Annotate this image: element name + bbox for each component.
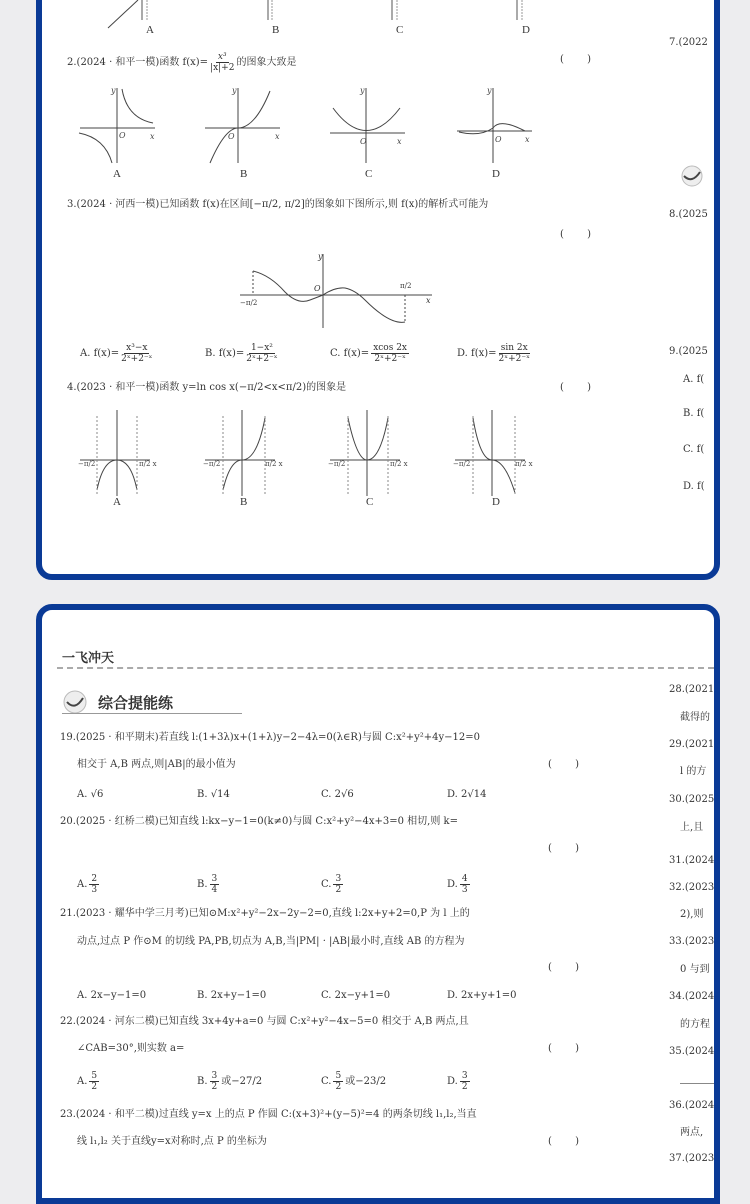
answer-paren: ( ) bbox=[560, 54, 591, 65]
answer-paren: ( ) bbox=[560, 229, 591, 240]
svg-text:−π/2: −π/2 bbox=[328, 460, 346, 468]
section-badge-icon bbox=[676, 164, 716, 188]
q3-option-b: B. f(x)= $\frac{\text{1−x²}}{\text{2ˣ+2⁻ˣ}}$ bbox=[205, 343, 278, 364]
svg-text:y: y bbox=[487, 86, 492, 95]
q9-fragment: 9.(2025 bbox=[669, 346, 708, 357]
answer-paren: ( ) bbox=[548, 962, 579, 973]
fragment: l 的方 bbox=[680, 766, 707, 777]
choice-label: D bbox=[492, 168, 500, 180]
choice-label: C bbox=[366, 496, 374, 508]
section-underline bbox=[62, 713, 242, 714]
q21-option: A. 2x−y−1=0 bbox=[77, 990, 147, 1001]
q22-option: D. $\frac{3}{2}$ bbox=[447, 1071, 468, 1092]
answer-line bbox=[680, 1083, 714, 1084]
svg-text:−π/2: −π/2 bbox=[453, 460, 471, 468]
q19-stem: 19.(2025 · 和平期末)若直线 l:(1+3λ)x+(1+λ)y−2−4λ=0(λ∈R)与圆 C:x²+y²+4y−12=0 bbox=[60, 732, 480, 743]
q22-option: A. $\frac{5}{2}$ bbox=[77, 1071, 98, 1092]
header-divider bbox=[57, 667, 714, 669]
q21-option: C. 2x−y+1=0 bbox=[321, 990, 391, 1001]
q4-option-graphs bbox=[75, 408, 575, 498]
choice-label: A bbox=[113, 496, 121, 508]
q22-stem: 22.(2024 · 河东二模)已知直线 3x+4y+a=0 与圆 C:x²+y²−4x−5=0 相交于 A,B 两点,且 bbox=[60, 1016, 469, 1027]
q21-stem: 动点,过点 P 作⊙M 的切线 PA,PB,切点为 A,B,当|PM| · |AB|最小时,直线 AB 的方程为 bbox=[77, 936, 465, 947]
svg-text:y: y bbox=[360, 86, 365, 95]
q20-option: D. $\frac{4}{3}$ bbox=[447, 874, 468, 895]
q2-option-graphs bbox=[75, 83, 635, 168]
fragment: 0 与到 bbox=[680, 964, 710, 975]
svg-text:x: x bbox=[525, 135, 530, 144]
answer-paren: ( ) bbox=[548, 1136, 579, 1147]
q9-option: C. f( bbox=[683, 444, 705, 455]
q22-option: C. $\frac{5}{2}$ 或−23/2 bbox=[321, 1071, 387, 1092]
q2-stem: 2.(2024 · 和平一模)函数 f(x)= $\frac{\text{x³}}{|x|+2}$ 的图象大致是 bbox=[67, 52, 297, 73]
fragment: 37.(2023 bbox=[669, 1153, 715, 1164]
q20-option: A. $\frac{2}{3}$ bbox=[77, 874, 98, 895]
q21-stem: 21.(2023 · 耀华中学三月考)已知⊙M:x²+y²−2x−2y−2=0,直线 l:2x+y+2=0,P 为 l 上的 bbox=[60, 908, 470, 919]
q19-option: D. 2√14 bbox=[447, 789, 487, 800]
answer-paren: ( ) bbox=[548, 759, 579, 770]
answer-paren: ( ) bbox=[548, 843, 579, 854]
q19-option: A. √6 bbox=[77, 789, 104, 800]
choice-label: B bbox=[240, 168, 248, 180]
fragment: 31.(2024 bbox=[669, 855, 715, 866]
q3-option-d: D. f(x)= $\frac{\sin 2x}{\text{2ˣ+2⁻ˣ}}$ bbox=[457, 343, 530, 364]
choice-label: A bbox=[146, 24, 154, 36]
svg-text:π/2 x: π/2 x bbox=[139, 460, 157, 468]
svg-text:O: O bbox=[228, 132, 235, 141]
axis-label: y bbox=[318, 252, 323, 261]
q4-stem: 4.(2023 · 和平一模)函数 y=ln cos x(−π/2<x<π/2)的图象是 bbox=[67, 382, 347, 393]
svg-text:x: x bbox=[397, 137, 402, 146]
q3-stem: 3.(2024 · 河西一模)已知函数 f(x)在区间[−π/2, π/2]的图象如下图所示,则 f(x)的解析式可能为 bbox=[67, 199, 489, 210]
q23-stem: 23.(2024 · 和平二模)过直线 y=x 上的点 P 作圆 C:(x+3)²+(y−5)²=4 的两条切线 l₁,l₂,当直 bbox=[60, 1109, 477, 1120]
chapter-header: 一飞冲天 bbox=[62, 651, 115, 666]
fragment: 33.(2023 bbox=[669, 936, 715, 947]
svg-text:y: y bbox=[232, 86, 237, 95]
section-badge-icon bbox=[62, 689, 92, 715]
fragment: 截得的 bbox=[680, 712, 710, 723]
svg-text:O: O bbox=[495, 135, 502, 144]
choice-label: C bbox=[365, 168, 373, 180]
choice-label: D bbox=[492, 496, 500, 508]
q7-fragment: 7.(2022 bbox=[669, 37, 708, 48]
svg-text:y: y bbox=[111, 86, 116, 95]
svg-text:−π/2: −π/2 bbox=[78, 460, 96, 468]
q21-option: B. 2x+y−1=0 bbox=[197, 990, 267, 1001]
fragment: 36.(2024 bbox=[669, 1100, 715, 1111]
q20-option: C. $\frac{3}{2}$ bbox=[321, 874, 342, 895]
fragment: 34.(2024 bbox=[669, 991, 715, 1002]
q3-option-c: C. f(x)= $\frac{xcos 2x}{\text{2ˣ+2⁻ˣ}}$ bbox=[330, 343, 408, 364]
fragment: 30.(2025 bbox=[669, 794, 715, 805]
q3-option-a: A. f(x)= $\frac{\text{x³−x}}{\text{2ˣ+2⁻ˣ}}$ bbox=[80, 343, 153, 364]
fragment: 29.(2021 bbox=[669, 739, 715, 750]
fragment: 2),则 bbox=[680, 909, 704, 920]
choice-label: C bbox=[396, 24, 404, 36]
svg-text:π/2 x: π/2 x bbox=[515, 460, 533, 468]
q9-option: B. f( bbox=[683, 408, 705, 419]
svg-text:π/2 x: π/2 x bbox=[265, 460, 283, 468]
fragment: 35.(2024 bbox=[669, 1046, 715, 1057]
answer-paren: ( ) bbox=[560, 382, 591, 393]
q19-option: C. 2√6 bbox=[321, 789, 354, 800]
q23-stem: 线 l₁,l₂ 关于直线y=x对称时,点 P 的坐标为 bbox=[77, 1136, 267, 1147]
answer-paren: ( ) bbox=[548, 1043, 579, 1054]
fragment: 的方程 bbox=[680, 1019, 710, 1030]
tick-label: −π/2 bbox=[240, 299, 258, 307]
choice-label: D bbox=[522, 24, 530, 36]
svg-text:O: O bbox=[119, 131, 126, 140]
q19-stem: 相交于 A,B 两点,则|AB|的最小值为 bbox=[77, 759, 236, 770]
q19-option: B. √14 bbox=[197, 789, 230, 800]
choice-label: B bbox=[272, 24, 280, 36]
q8-fragment: 8.(2025 bbox=[669, 209, 708, 220]
fragment: 两点, bbox=[680, 1127, 704, 1138]
choice-label: B bbox=[240, 496, 248, 508]
q22-option: B. $\frac{3}{2}$ 或−27/2 bbox=[197, 1071, 263, 1092]
svg-text:−π/2: −π/2 bbox=[203, 460, 221, 468]
q20-stem: 20.(2025 · 红桥二模)已知直线 l:kx−y−1=0(k≠0)与圆 C:x²+y²−4x+3=0 相切,则 k= bbox=[60, 816, 458, 827]
q9-option: A. f( bbox=[683, 374, 705, 385]
q9-option: D. f( bbox=[683, 481, 705, 492]
q21-option: D. 2x+y+1=0 bbox=[447, 990, 517, 1001]
tick-label: π/2 bbox=[400, 282, 412, 290]
q22-stem: ∠CAB=30°,则实数 a= bbox=[77, 1043, 185, 1054]
fragment: 32.(2023 bbox=[669, 882, 715, 893]
fragment: 上,且 bbox=[680, 822, 704, 833]
q20-option: B. $\frac{3}{4}$ bbox=[197, 874, 218, 895]
svg-text:π/2 x: π/2 x bbox=[390, 460, 408, 468]
svg-text:x: x bbox=[150, 132, 155, 141]
svg-text:O: O bbox=[360, 137, 367, 146]
fragment: 28.(2021 bbox=[669, 684, 715, 695]
axis-label: O bbox=[314, 284, 321, 293]
section-title: 综合提能练 bbox=[98, 694, 174, 712]
svg-text:x: x bbox=[275, 132, 280, 141]
axis-label: x bbox=[426, 296, 431, 305]
choice-label: A bbox=[113, 168, 121, 180]
